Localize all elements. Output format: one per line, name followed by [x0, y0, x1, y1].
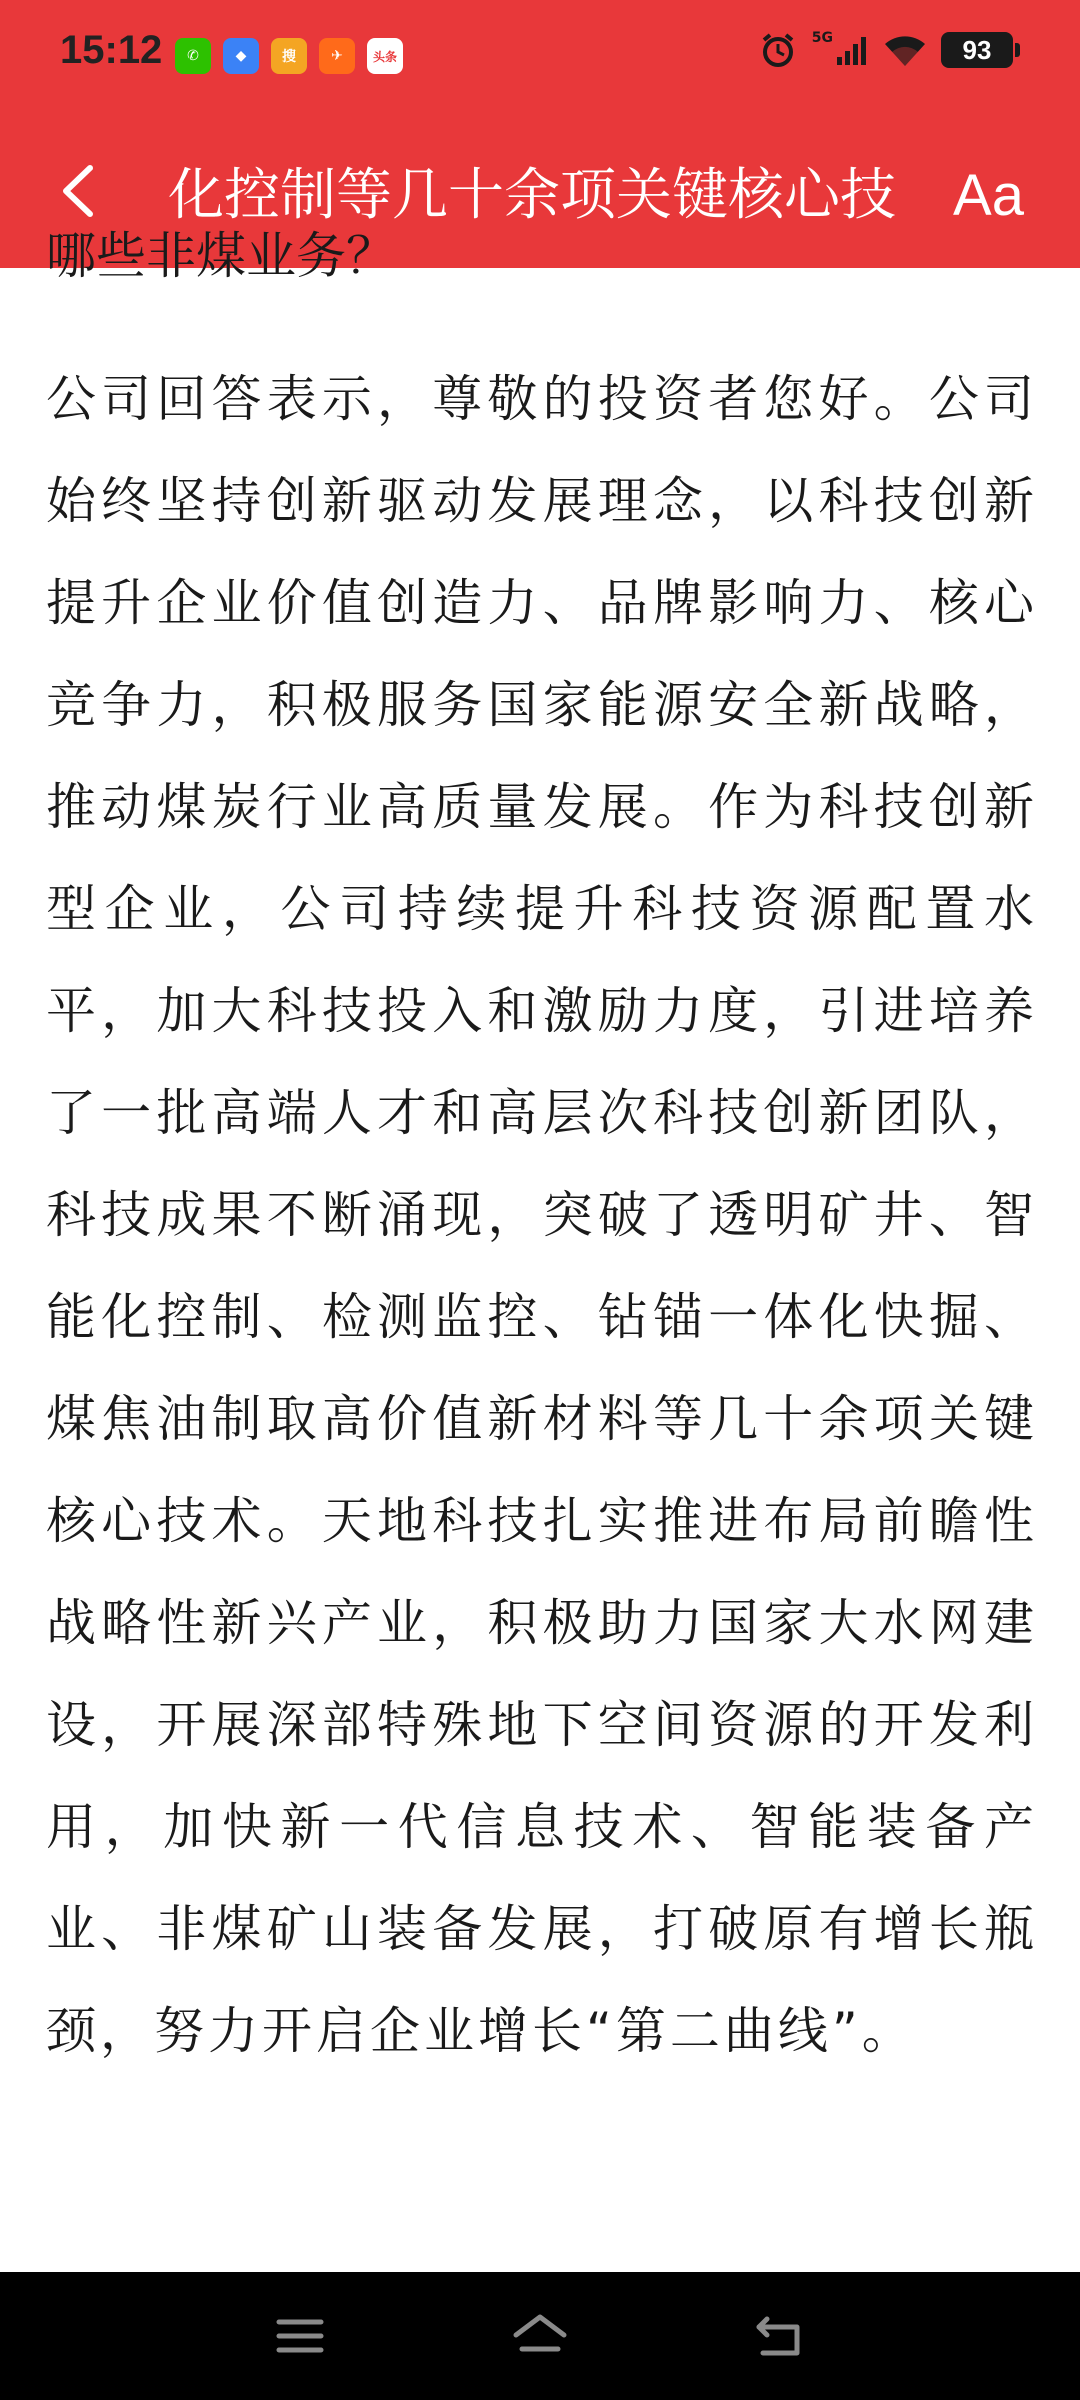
battery-cap — [1015, 43, 1020, 57]
font-size-button[interactable]: Aa — [953, 163, 1024, 228]
feiliao-icon: ✈ — [319, 38, 355, 74]
article-body — [0, 227, 1080, 2238]
wifi-icon — [883, 32, 927, 68]
article-title: 化控制等几十余项关键核心技 — [168, 163, 896, 228]
toutiao-icon: 头条 — [367, 38, 403, 74]
previous-paragraph-tail: 哪些非煤业务？ — [46, 227, 396, 285]
network-type: 5G — [811, 30, 833, 46]
sogou-icon: 搜 — [271, 38, 307, 74]
home-button[interactable] — [500, 2304, 580, 2368]
home-icon — [510, 2311, 570, 2361]
signal-icon — [835, 33, 869, 67]
article-paragraph: 公司回答表示，尊敬的投资者您好。公司始终坚持创新驱动发展理念，以科技创新提升企业价值创造力、品牌影响力、核心竞争力，积极服务国家能源安全新战略，推动煤炭行业高质量发展。作为科技创新型企业，公司持续提升科技资源配置水平，加大科技投入和激励力度，引进培养了一批高端人才和高层次科技创新团队，科技成果不断涌现，突破了透明矿井、智能化控制、检测监控、钻锚一体化快掘、煤焦油制取高价值新材料等几十余项关键核心技术。天地科技扎实推进布局前瞻性战略性新兴产业，积极助力国家大水网建设，开展深部特殊地下空间资源的开发利用，加快新一代信息技术、智能装备产业、非煤矿山装备发展，打破原有增长瓶颈，努力开启企业增长“第二曲线”。 — [46, 370, 1038, 2060]
menu-button[interactable] — [260, 2304, 340, 2368]
browser-icon: ◆ — [223, 38, 259, 74]
back-system-button[interactable] — [740, 2304, 820, 2368]
notification-icons — [175, 38, 403, 74]
status-bar — [0, 0, 1080, 110]
menu-icon — [275, 2316, 325, 2356]
status-right — [758, 30, 1020, 70]
return-icon — [753, 2311, 807, 2361]
status-time: 15:12 — [60, 28, 163, 72]
system-navigation-bar — [0, 2272, 1080, 2400]
alarm-icon — [758, 30, 798, 70]
wechat-icon: ✆ — [175, 38, 211, 74]
battery-level: 93 — [941, 32, 1013, 68]
